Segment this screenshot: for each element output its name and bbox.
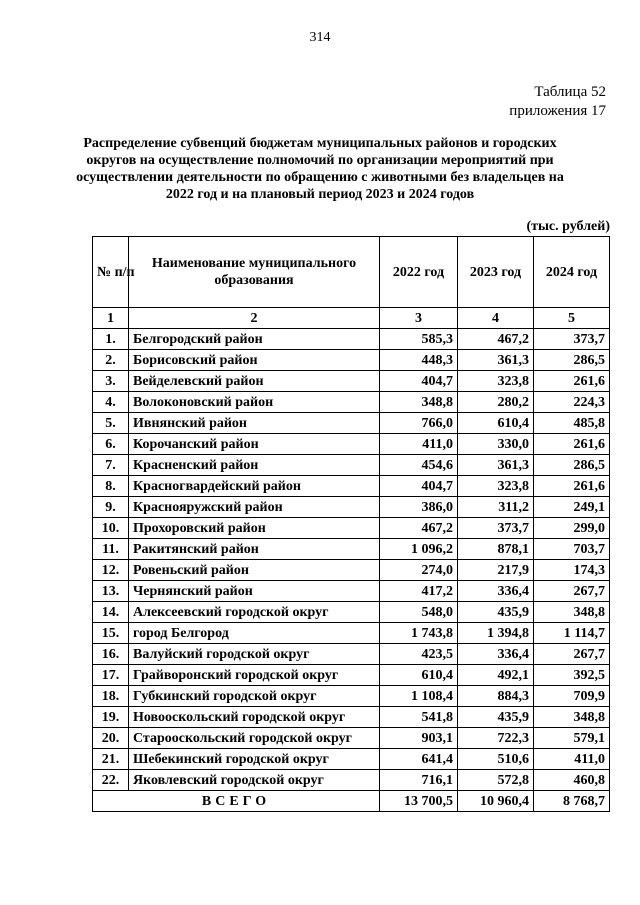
- value-2022: 641,4: [380, 749, 458, 770]
- value-2024: 261,6: [534, 434, 610, 455]
- value-2022: 1 743,8: [380, 623, 458, 644]
- column-number: 4: [458, 308, 534, 329]
- municipality-name: Чернянский район: [129, 581, 380, 602]
- row-number: 12.: [93, 560, 129, 581]
- row-number: 22.: [93, 770, 129, 791]
- value-2023: 280,2: [458, 392, 534, 413]
- row-number: 10.: [93, 518, 129, 539]
- value-2022: 716,1: [380, 770, 458, 791]
- value-2024: 261,6: [534, 476, 610, 497]
- value-2023: 323,8: [458, 476, 534, 497]
- value-2023: 572,8: [458, 770, 534, 791]
- value-2024: 703,7: [534, 539, 610, 560]
- row-number: 3.: [93, 371, 129, 392]
- value-2022: 448,3: [380, 350, 458, 371]
- row-number: 5.: [93, 413, 129, 434]
- value-2022: 610,4: [380, 665, 458, 686]
- municipality-name: Прохоровский район: [129, 518, 380, 539]
- municipality-name: Корочанский район: [129, 434, 380, 455]
- value-2023: 336,4: [458, 581, 534, 602]
- value-2022: 541,8: [380, 707, 458, 728]
- municipality-name: Краснояружский район: [129, 497, 380, 518]
- row-number: 18.: [93, 686, 129, 707]
- table-row: [93, 728, 610, 749]
- table-row: [93, 392, 610, 413]
- municipality-name: Ивнянский район: [129, 413, 380, 434]
- header-2022: 2022 год: [380, 237, 458, 308]
- header-no: № п/п: [93, 237, 129, 308]
- table-ref-line1: Таблица 52: [534, 84, 606, 100]
- value-2022: 417,2: [380, 581, 458, 602]
- municipality-name: Валуйский городской округ: [129, 644, 380, 665]
- subsidy-table: [92, 236, 610, 812]
- value-2022: 585,3: [380, 329, 458, 350]
- document-title: Распределение субвенций бюджетам муниципальных районов и городских округов на осуществление полномочий по организации мероприятий при осуществлении деятельности по обращению с животными без владельцев на 2022 год и на плановый период 2023 и 2024 годов: [76, 136, 564, 202]
- value-2023: 610,4: [458, 413, 534, 434]
- value-2024: 579,1: [534, 728, 610, 749]
- total-label: ВСЕГО: [93, 791, 380, 812]
- value-2024: 348,8: [534, 707, 610, 728]
- value-2023: 311,2: [458, 497, 534, 518]
- municipality-name: Белгородский район: [129, 329, 380, 350]
- municipality-name: город Белгород: [129, 623, 380, 644]
- header-2024: 2024 год: [534, 237, 610, 308]
- value-2023: 510,6: [458, 749, 534, 770]
- table-row: [93, 770, 610, 791]
- column-number: 3: [380, 308, 458, 329]
- value-2023: 1 394,8: [458, 623, 534, 644]
- column-number: 2: [129, 308, 380, 329]
- value-2022: 404,7: [380, 371, 458, 392]
- municipality-name: Старооскольский городской округ: [129, 728, 380, 749]
- table-row: [93, 455, 610, 476]
- value-2023: 361,3: [458, 350, 534, 371]
- value-2022: 423,5: [380, 644, 458, 665]
- municipality-name: Ракитянский район: [129, 539, 380, 560]
- value-2022: 411,0: [380, 434, 458, 455]
- total-2023: 10 960,4: [458, 791, 534, 812]
- row-number: 8.: [93, 476, 129, 497]
- value-2022: 903,1: [380, 728, 458, 749]
- table-row: [93, 413, 610, 434]
- municipality-name: Шебекинский городской округ: [129, 749, 380, 770]
- value-2022: 766,0: [380, 413, 458, 434]
- row-number: 15.: [93, 623, 129, 644]
- municipality-name: Красногвардейский район: [129, 476, 380, 497]
- value-2024: 392,5: [534, 665, 610, 686]
- row-number: 11.: [93, 539, 129, 560]
- row-number: 16.: [93, 644, 129, 665]
- value-2024: 261,6: [534, 371, 610, 392]
- table-ref-line2: приложения 17: [509, 103, 606, 119]
- value-2024: 267,7: [534, 644, 610, 665]
- total-2022: 13 700,5: [380, 791, 458, 812]
- table-row: [93, 497, 610, 518]
- value-2023: 323,8: [458, 371, 534, 392]
- table-row: [93, 602, 610, 623]
- row-number: 14.: [93, 602, 129, 623]
- municipality-name: Волоконовский район: [129, 392, 380, 413]
- municipality-name: Яковлевский городской округ: [129, 770, 380, 791]
- value-2024: 224,3: [534, 392, 610, 413]
- column-number-row: [93, 308, 610, 329]
- table-reference: [509, 83, 606, 121]
- value-2024: 286,5: [534, 455, 610, 476]
- value-2023: 492,1: [458, 665, 534, 686]
- value-2023: 217,9: [458, 560, 534, 581]
- value-2023: 878,1: [458, 539, 534, 560]
- table-row: [93, 434, 610, 455]
- row-number: 13.: [93, 581, 129, 602]
- value-2023: 722,3: [458, 728, 534, 749]
- table-row: [93, 665, 610, 686]
- value-2024: 709,9: [534, 686, 610, 707]
- table-row: [93, 371, 610, 392]
- value-2024: 1 114,7: [534, 623, 610, 644]
- value-2022: 404,7: [380, 476, 458, 497]
- table-row: [93, 686, 610, 707]
- municipality-name: Губкинский городской округ: [129, 686, 380, 707]
- row-number: 4.: [93, 392, 129, 413]
- table-row: [93, 749, 610, 770]
- municipality-name: Борисовский район: [129, 350, 380, 371]
- column-number: 5: [534, 308, 610, 329]
- value-2022: 348,8: [380, 392, 458, 413]
- value-2023: 336,4: [458, 644, 534, 665]
- municipality-name: Грайворонский городской округ: [129, 665, 380, 686]
- row-number: 21.: [93, 749, 129, 770]
- table-row: [93, 560, 610, 581]
- value-2022: 467,2: [380, 518, 458, 539]
- total-2024: 8 768,7: [534, 791, 610, 812]
- municipality-name: Красненский район: [129, 455, 380, 476]
- value-2024: 286,5: [534, 350, 610, 371]
- page-number: 314: [309, 30, 331, 45]
- table-row: [93, 581, 610, 602]
- table-row: [93, 476, 610, 497]
- row-number: 2.: [93, 350, 129, 371]
- row-number: 9.: [93, 497, 129, 518]
- municipality-name: Новооскольский городской округ: [129, 707, 380, 728]
- value-2024: 485,8: [534, 413, 610, 434]
- municipality-name: Алексеевский городской округ: [129, 602, 380, 623]
- value-2023: 435,9: [458, 707, 534, 728]
- table-row: [93, 350, 610, 371]
- row-number: 19.: [93, 707, 129, 728]
- value-2023: 373,7: [458, 518, 534, 539]
- value-2024: 299,0: [534, 518, 610, 539]
- value-2022: 454,6: [380, 455, 458, 476]
- table-row: [93, 623, 610, 644]
- value-2024: 174,3: [534, 560, 610, 581]
- value-2024: 411,0: [534, 749, 610, 770]
- header-2023: 2023 год: [458, 237, 534, 308]
- value-2022: 1 108,4: [380, 686, 458, 707]
- value-2023: 330,0: [458, 434, 534, 455]
- table-row: [93, 329, 610, 350]
- value-2024: 249,1: [534, 497, 610, 518]
- value-2023: 467,2: [458, 329, 534, 350]
- value-2024: 267,7: [534, 581, 610, 602]
- row-number: 7.: [93, 455, 129, 476]
- value-2024: 460,8: [534, 770, 610, 791]
- municipality-name: Вейделевский район: [129, 371, 380, 392]
- header-name: Наименование муниципального образования: [129, 237, 380, 308]
- table-row: [93, 539, 610, 560]
- row-number: 6.: [93, 434, 129, 455]
- row-number: 1.: [93, 329, 129, 350]
- value-2022: 548,0: [380, 602, 458, 623]
- total-row: [93, 791, 610, 812]
- value-2022: 1 096,2: [380, 539, 458, 560]
- value-2023: 884,3: [458, 686, 534, 707]
- municipality-name: Ровеньский район: [129, 560, 380, 581]
- value-2023: 361,3: [458, 455, 534, 476]
- value-2022: 274,0: [380, 560, 458, 581]
- table-row: [93, 518, 610, 539]
- table-row: [93, 707, 610, 728]
- table-row: [93, 644, 610, 665]
- header-row: [93, 237, 610, 308]
- column-number: 1: [93, 308, 129, 329]
- value-2022: 386,0: [380, 497, 458, 518]
- value-2024: 373,7: [534, 329, 610, 350]
- value-2023: 435,9: [458, 602, 534, 623]
- row-number: 20.: [93, 728, 129, 749]
- units-label: (тыс. рублей): [526, 219, 610, 234]
- row-number: 17.: [93, 665, 129, 686]
- value-2024: 348,8: [534, 602, 610, 623]
